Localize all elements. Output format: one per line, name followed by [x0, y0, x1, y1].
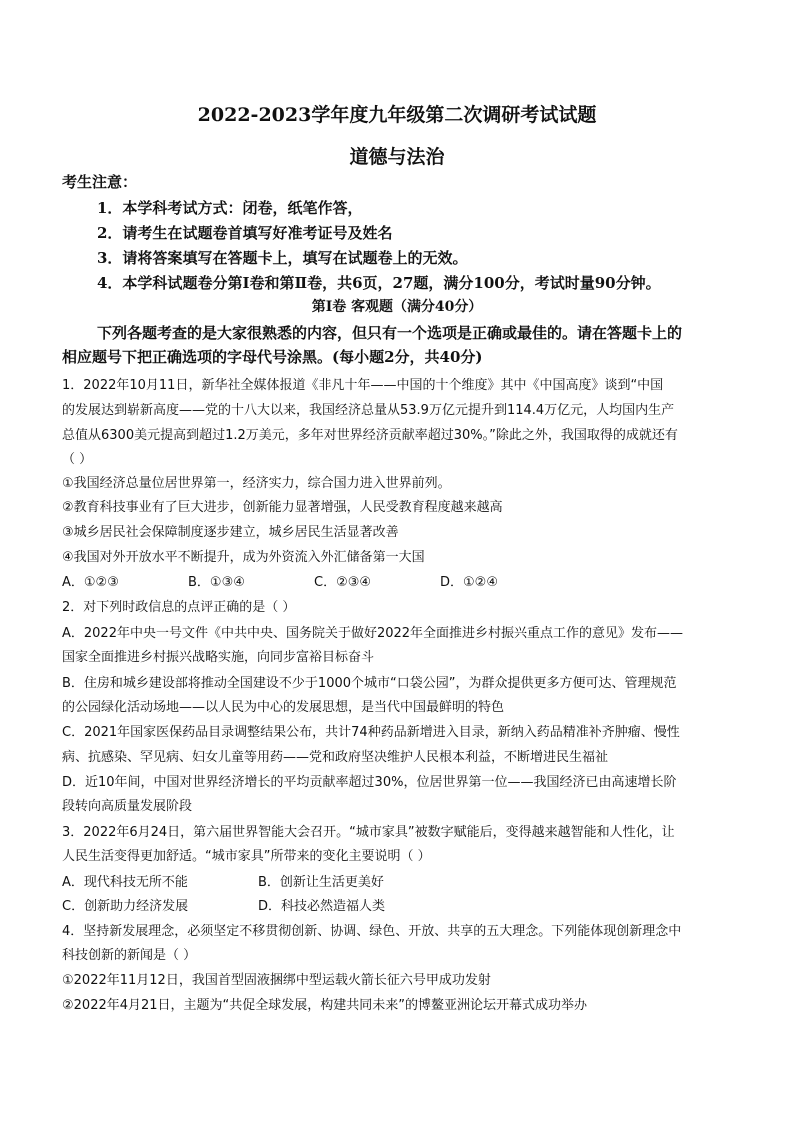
question-line: A．2022年中央一号文件《中共中央、国务院关于做好2022年全面推进乡村振兴重点工作的意见》发布——	[62, 626, 684, 641]
question-line: （ ）	[62, 452, 93, 467]
answer-option: A．①②③	[62, 575, 119, 590]
answer-option: A．现代科技无所不能	[62, 875, 188, 890]
notice-item: 3．请将答案填写在答题卡上，填写在试题卷上的无效。	[97, 249, 468, 267]
question-line: C．2021年国家医保药品目录调整结果公布，共计74种药品新增进入目录，新纳入药品精准补齐肿瘤、慢性	[62, 725, 680, 740]
question-line: 病、抗感染、罕见病、妇女儿童等用药——党和政府坚决维护人民根本利益，不断增进民生福祉	[62, 750, 609, 765]
statement: ②2022年4月21日，主题为“共促全球发展，构建共同未来”的博鳌亚洲论坛开幕式成功举办	[62, 998, 588, 1013]
exam-title: 2022-2023学年度九年级第二次调研考试试题	[197, 104, 597, 126]
question-line: 的发展达到崭新高度——党的十八大以来，我国经济总量从53.9万亿元提升到114.4万亿元，人均国内生产	[62, 403, 675, 418]
section-title: 第Ⅰ卷 客观题（满分40分）	[311, 299, 483, 315]
subject-title: 道德与法治	[349, 146, 445, 168]
question-line: 人民生活变得更加舒适。“城市家具”所带来的变化主要说明（ ）	[62, 849, 431, 864]
notice-heading: 考生注意：	[62, 173, 138, 191]
statement: ①2022年11月12日，我国首型固液捆绑中型运载火箭长征六号甲成功发射	[62, 973, 491, 988]
section-instruction: 相应题号下把正确选项的字母代号涂黑。(每小题2分，共40分)	[62, 348, 483, 366]
notice-item: 2．请考生在试题卷首填写好准考证号及姓名	[97, 224, 393, 242]
statement: ④我国对外开放水平不断提升，成为外资流入外汇储备第一大国	[62, 550, 425, 565]
notice-item: 4．本学科试题卷分第Ⅰ卷和第Ⅱ卷，共6页，27题，满分100分，考试时量90分钟。	[97, 274, 661, 292]
answer-option: C．②③④	[314, 575, 372, 590]
statement: ③城乡居民社会保障制度逐步建立，城乡居民生活显著改善	[62, 525, 399, 540]
question-line: 总值从6300美元提高到超过1.2万美元，多年对世界经济贡献率超过30%。”除此之外，我国取得的成就还有	[62, 428, 678, 443]
question-line: D．近10年间，中国对世界经济增长的平均贡献率超过30%，位居世界第一位——我国经济已由高速增长阶	[62, 775, 677, 790]
statement: ①我国经济总量位居世界第一，经济实力，综合国力进入世界前列。	[62, 476, 451, 491]
question-line: 国家全面推进乡村振兴战略实施，向同步富裕目标奋斗	[62, 650, 375, 665]
question-line: 4．坚持新发展理念，必须坚定不移贯彻创新、协调、绿色、开放、共享的五大理念。下列能体现创新理念中	[62, 924, 682, 939]
question-line: 段转向高质量发展阶段	[62, 799, 193, 814]
question-line: 1．2022年10月11日，新华社全媒体报道《非凡十年——中国的十个维度》其中《中国高度》谈到“中国	[62, 378, 664, 393]
question-line: 的公园绿化活动场地——以人民为中心的发展思想，是当代中国最鲜明的特色	[62, 700, 505, 715]
notice-item: 1．本学科考试方式：闭卷，纸笔作答，	[97, 199, 363, 217]
answer-option: B．①③④	[188, 575, 245, 590]
answer-option: D．①②④	[440, 575, 498, 590]
question-line: B．住房和城乡建设部将推动全国建设不少于1000个城市“口袋公园”，为群众提供更多方便可达、管理规范	[62, 676, 677, 691]
question-line: 3．2022年6月24日，第六届世界智能大会召开。“城市家具”被数字赋能后，变得越来越智能和人性化，让	[62, 825, 675, 840]
statement: ②教育科技事业有了巨大进步，创新能力显著增强，人民受教育程度越来越高	[62, 500, 503, 515]
section-instruction: 下列各题考查的是大家很熟悉的内容，但只有一个选项是正确或最佳的。请在答题卡上的	[97, 324, 683, 342]
answer-option: B．创新让生活更美好	[258, 875, 384, 890]
answer-option: D．科技必然造福人类	[258, 899, 386, 914]
question-line: 2．对下列时政信息的点评正确的是（ ）	[62, 600, 296, 615]
question-line: 科技创新的新闻是（ ）	[62, 948, 197, 963]
answer-option: C．创新助力经济发展	[62, 899, 189, 914]
